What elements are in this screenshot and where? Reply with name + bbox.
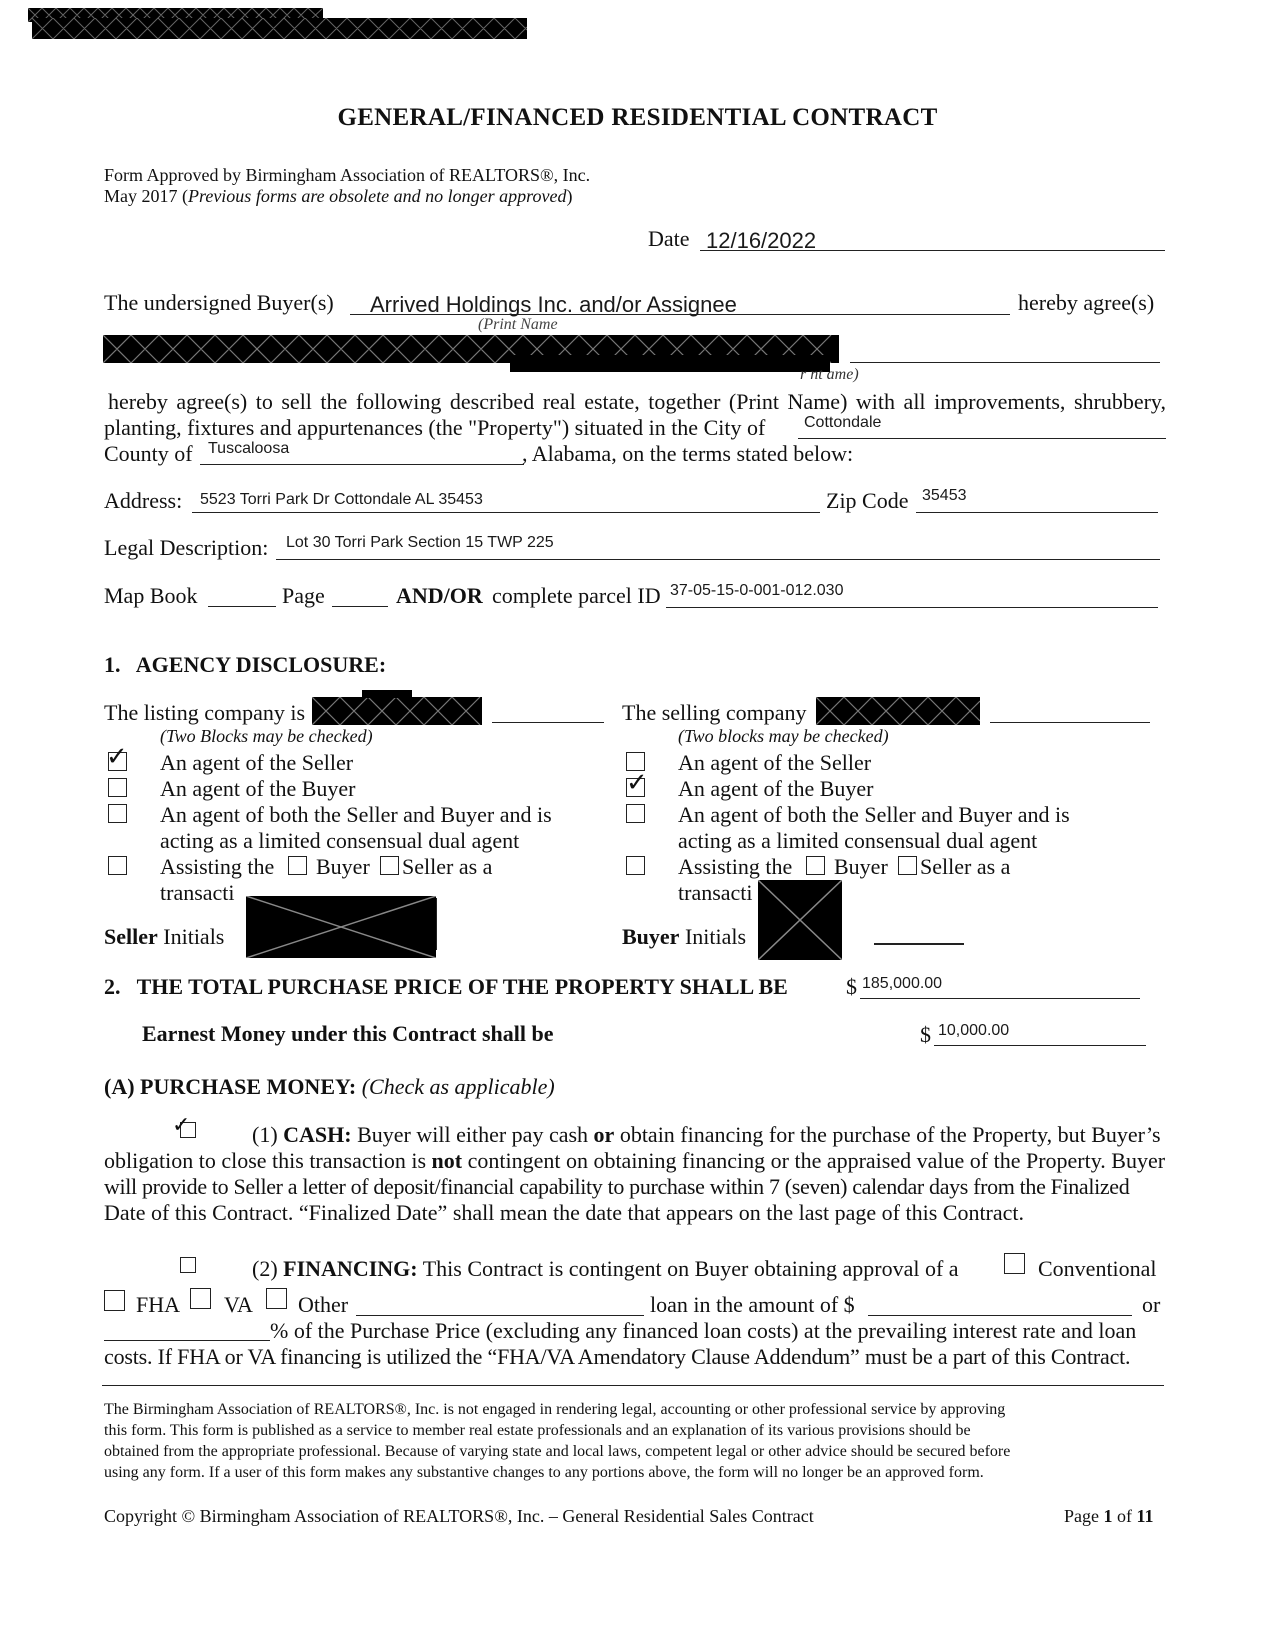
selling-opt-assist: Assisting the [678, 854, 793, 879]
page-current: 1 [1103, 1506, 1113, 1526]
selling-opt-assist-seller: Seller as a [920, 854, 1011, 879]
earnest-money-label: Earnest Money under this Contract shall be [142, 1021, 554, 1046]
agency-heading: 1. AGENCY DISCLOSURE: [104, 652, 387, 677]
cash-line-3: will provide to Seller a letter of deposit/financial capability to purchase within 7 (seven) calendar days from the Finalized [104, 1174, 1130, 1199]
listing-opt-assist: Assisting the [160, 854, 275, 879]
document-title: GENERAL/FINANCED RESIDENTIAL CONTRACT [337, 104, 938, 131]
property-line-2: planting, fixtures and appurtenances (the "Property") situated in the City of [104, 415, 766, 440]
financing-checkbox[interactable] [180, 1257, 196, 1273]
cash-line-4: Date of this Contract. “Finalized Date” shall mean the date that appears on the last page of this Contract. [104, 1200, 1025, 1225]
zip-line [916, 512, 1158, 513]
seller-initials-text: Initials [157, 924, 225, 949]
va-label: VA [224, 1292, 253, 1317]
other-label: Other [298, 1292, 349, 1317]
approval-line-2 [104, 186, 572, 207]
buyer-initials-redaction [758, 880, 842, 960]
fha-checkbox[interactable] [104, 1290, 125, 1311]
selling-assisting-checkbox[interactable] [626, 856, 645, 875]
cash-label: CASH: [283, 1122, 352, 1147]
cash-not: not [431, 1148, 463, 1173]
listing-opt-dual-2: acting as a limited consensual dual agent [160, 828, 520, 853]
selling-hint: (Two blocks may be checked) [678, 726, 889, 746]
selling-company-line [990, 722, 1150, 723]
earnest-dollar-sign: $ [920, 1022, 931, 1047]
date-field[interactable]: 12/16/2022 [706, 228, 817, 253]
buyer-label: The undersigned Buyer(s) [104, 290, 334, 315]
approval-suffix: ) [566, 186, 573, 206]
county-label: County of [104, 441, 193, 466]
selling-assist-seller-checkbox[interactable] [898, 856, 917, 875]
approval-line-1: Form Approved by Birmingham Association of REALTORS®, Inc. [104, 165, 591, 185]
loan-amount-line [868, 1315, 1132, 1316]
selling-opt-dual-1: An agent of both the Seller and Buyer and is [678, 802, 1070, 827]
listing-opt-transact: transacti [160, 880, 235, 905]
earnest-money-field[interactable]: 10,000.00 [938, 1022, 1010, 1039]
selling-opt-assist-buyer: Buyer [834, 854, 888, 879]
va-checkbox[interactable] [190, 1288, 211, 1309]
conventional-checkbox[interactable] [1004, 1253, 1025, 1274]
seller-initials-border [436, 898, 440, 950]
cash-line-2 [104, 1148, 1166, 1174]
county-field[interactable]: Tuscaloosa [208, 440, 290, 457]
listing-opt-assist-buyer: Buyer [316, 854, 370, 879]
seller-name-redaction-2 [510, 355, 830, 372]
cash-line-1 [252, 1122, 1161, 1148]
parcel-label: complete parcel ID [492, 583, 661, 608]
andor-label: AND/OR [396, 583, 483, 608]
footer-divider [102, 1385, 1164, 1386]
selling-dual-agent-checkbox[interactable] [626, 804, 645, 823]
cash-prefix: (1) [252, 1122, 284, 1147]
conventional-label: Conventional [1038, 1256, 1157, 1281]
address-line [192, 512, 820, 513]
listing-opt-seller: An agent of the Seller [160, 750, 354, 775]
listing-company-redaction [312, 697, 482, 725]
page-of: of [1112, 1506, 1137, 1526]
price-line [860, 998, 1140, 999]
legal-label: Legal Description: [104, 535, 269, 560]
page-prefix: Page [1064, 1506, 1104, 1526]
buyer-agree-suffix: hereby agree(s) [1018, 290, 1155, 315]
disclaimer-line-2: this form. This form is published as a service to member real estate professionals and an explanation of its various provisions should be [104, 1422, 971, 1439]
earnest-line [934, 1045, 1146, 1046]
cash-text-1b: obtain financing for the purchase of the Property, but Buyer’s [614, 1122, 1161, 1147]
financing-line-1 [252, 1256, 959, 1282]
seller-line [850, 362, 1160, 363]
county-suffix: , Alabama, on the terms stated below: [522, 441, 854, 466]
financing-label: FINANCING: [283, 1256, 418, 1281]
purchase-money-heading-bold: (A) PURCHASE MONEY: [104, 1074, 357, 1099]
address-field[interactable]: 5523 Torri Park Dr Cottondale AL 35453 [200, 491, 483, 508]
selling-agent-buyer-check: ✓ [626, 768, 648, 798]
county-line [200, 464, 524, 465]
disclaimer-line-1: The Birmingham Association of REALTORS®, Inc. is not engaged in rendering legal, accounting or other professional service by approving [104, 1401, 1006, 1418]
redaction-bar-top-2 [32, 18, 527, 39]
listing-agent-buyer-checkbox[interactable] [108, 778, 127, 797]
listing-dual-agent-checkbox[interactable] [108, 804, 127, 823]
buyer-initials-bold: Buyer [622, 924, 680, 949]
purchase-money-heading-italic: (Check as applicable) [356, 1074, 555, 1099]
legal-line [276, 559, 1160, 560]
buyer-name-field[interactable]: Arrived Holdings Inc. and/or Assignee [370, 292, 737, 317]
listing-company-redaction-2 [362, 690, 412, 698]
listing-hint: (Two Blocks may be checked) [160, 726, 373, 746]
zip-field[interactable]: 35453 [922, 487, 967, 504]
parcel-line [666, 607, 1158, 608]
cash-text-2a: obligation to close this transaction is [104, 1148, 432, 1173]
selling-opt-transact: transacti [678, 880, 753, 905]
address-label: Address: [104, 488, 183, 513]
other-checkbox[interactable] [266, 1288, 287, 1309]
listing-opt-dual-1: An agent of both the Seller and Buyer and is [160, 802, 552, 827]
print-name-hint: (Print Name [478, 316, 558, 333]
seller-initials-redaction [246, 896, 436, 958]
parcel-field[interactable]: 37-05-15-0-001-012.030 [670, 582, 844, 599]
copyright: Copyright © Birmingham Association of REALTORS®, Inc. – General Residential Sales Contract [104, 1506, 814, 1526]
buyer-initials-text: Initials [679, 924, 747, 949]
cash-text-2b: contingent on obtaining financing or the appraised value of the Property. Buyer [462, 1148, 1166, 1173]
legal-field[interactable]: Lot 30 Torri Park Section 15 TWP 225 [286, 534, 554, 551]
financing-line-4: costs. If FHA or VA financing is utilized the “FHA/VA Amendatory Clause Addendum” must be a part of this Contract. [104, 1344, 1131, 1369]
seller-initials-bold: Seller [104, 924, 158, 949]
disclaimer-line-3: obtained from the appropriate professional. Because of varying state and local laws, competent legal or other advice should be secured before [104, 1443, 1011, 1460]
listing-opt-assist-seller: Seller as a [402, 854, 493, 879]
page-total: 11 [1136, 1506, 1154, 1526]
page-number [1064, 1506, 1154, 1527]
seller-print-hint: r nt ame) [800, 366, 859, 383]
listing-company-label: The listing company is [104, 700, 306, 725]
listing-agent-seller-check: ✓ [106, 742, 128, 772]
approval-italic: Previous forms are obsolete and no longer approved [188, 186, 567, 206]
date-label: Date [648, 226, 690, 251]
listing-opt-buyer: An agent of the Buyer [160, 776, 356, 801]
selling-opt-dual-2: acting as a limited consensual dual agent [678, 828, 1038, 853]
listing-assisting-checkbox[interactable] [108, 856, 127, 875]
buyer-initials-label [622, 924, 746, 950]
selling-opt-buyer: An agent of the Buyer [678, 776, 874, 801]
cash-check: ✓ [172, 1113, 191, 1138]
listing-assist-seller-checkbox[interactable] [380, 856, 399, 875]
page-label: Page [282, 583, 325, 608]
listing-assist-buyer-checkbox[interactable] [288, 856, 307, 875]
selling-assist-buyer-checkbox[interactable] [806, 856, 825, 875]
price-dollar-sign: $ [846, 974, 857, 999]
selling-opt-seller: An agent of the Seller [678, 750, 872, 775]
city-line [798, 438, 1166, 439]
purchase-money-heading [104, 1074, 555, 1100]
cash-or: or [593, 1122, 615, 1147]
purchase-price-heading: 2. THE TOTAL PURCHASE PRICE OF THE PROPERTY SHALL BE [104, 974, 788, 999]
map-book-line [208, 606, 276, 607]
page-line [332, 606, 388, 607]
map-book-label: Map Book [104, 583, 198, 608]
listing-company-line [492, 722, 604, 723]
cash-text-1a: Buyer will either pay cash [351, 1122, 594, 1147]
financing-prefix: (2) [252, 1256, 284, 1281]
fha-label: FHA [136, 1292, 181, 1317]
seller-initials-label [104, 924, 224, 950]
property-line-1: hereby agree(s) to sell the following described real estate, together (Print Name) with all improvements, shrubbery, [108, 389, 1166, 414]
disclaimer-line-4: using any form. If a user of this form makes any substantive changes to any portions above, the form will no longer be an approved form. [104, 1464, 984, 1481]
purchase-price-field[interactable]: 185,000.00 [862, 975, 943, 992]
percent-line [104, 1340, 270, 1341]
financing-line-3: % of the Purchase Price (excluding any financed loan costs) at the prevailing interest rate and loan [270, 1318, 1137, 1343]
or-label: or [1142, 1292, 1161, 1317]
other-line [356, 1315, 644, 1316]
selling-company-label: The selling company [622, 700, 807, 725]
loan-amount-label: loan in the amount of $ [650, 1292, 855, 1317]
approval-prefix: May 2017 ( [104, 186, 188, 206]
buyer-initials-line [874, 943, 964, 945]
financing-text-1: This Contract is contingent on Buyer obtaining approval of a [417, 1256, 959, 1281]
zip-label: Zip Code [826, 488, 909, 513]
city-field[interactable]: Cottondale [804, 414, 882, 431]
selling-company-redaction [816, 697, 980, 725]
